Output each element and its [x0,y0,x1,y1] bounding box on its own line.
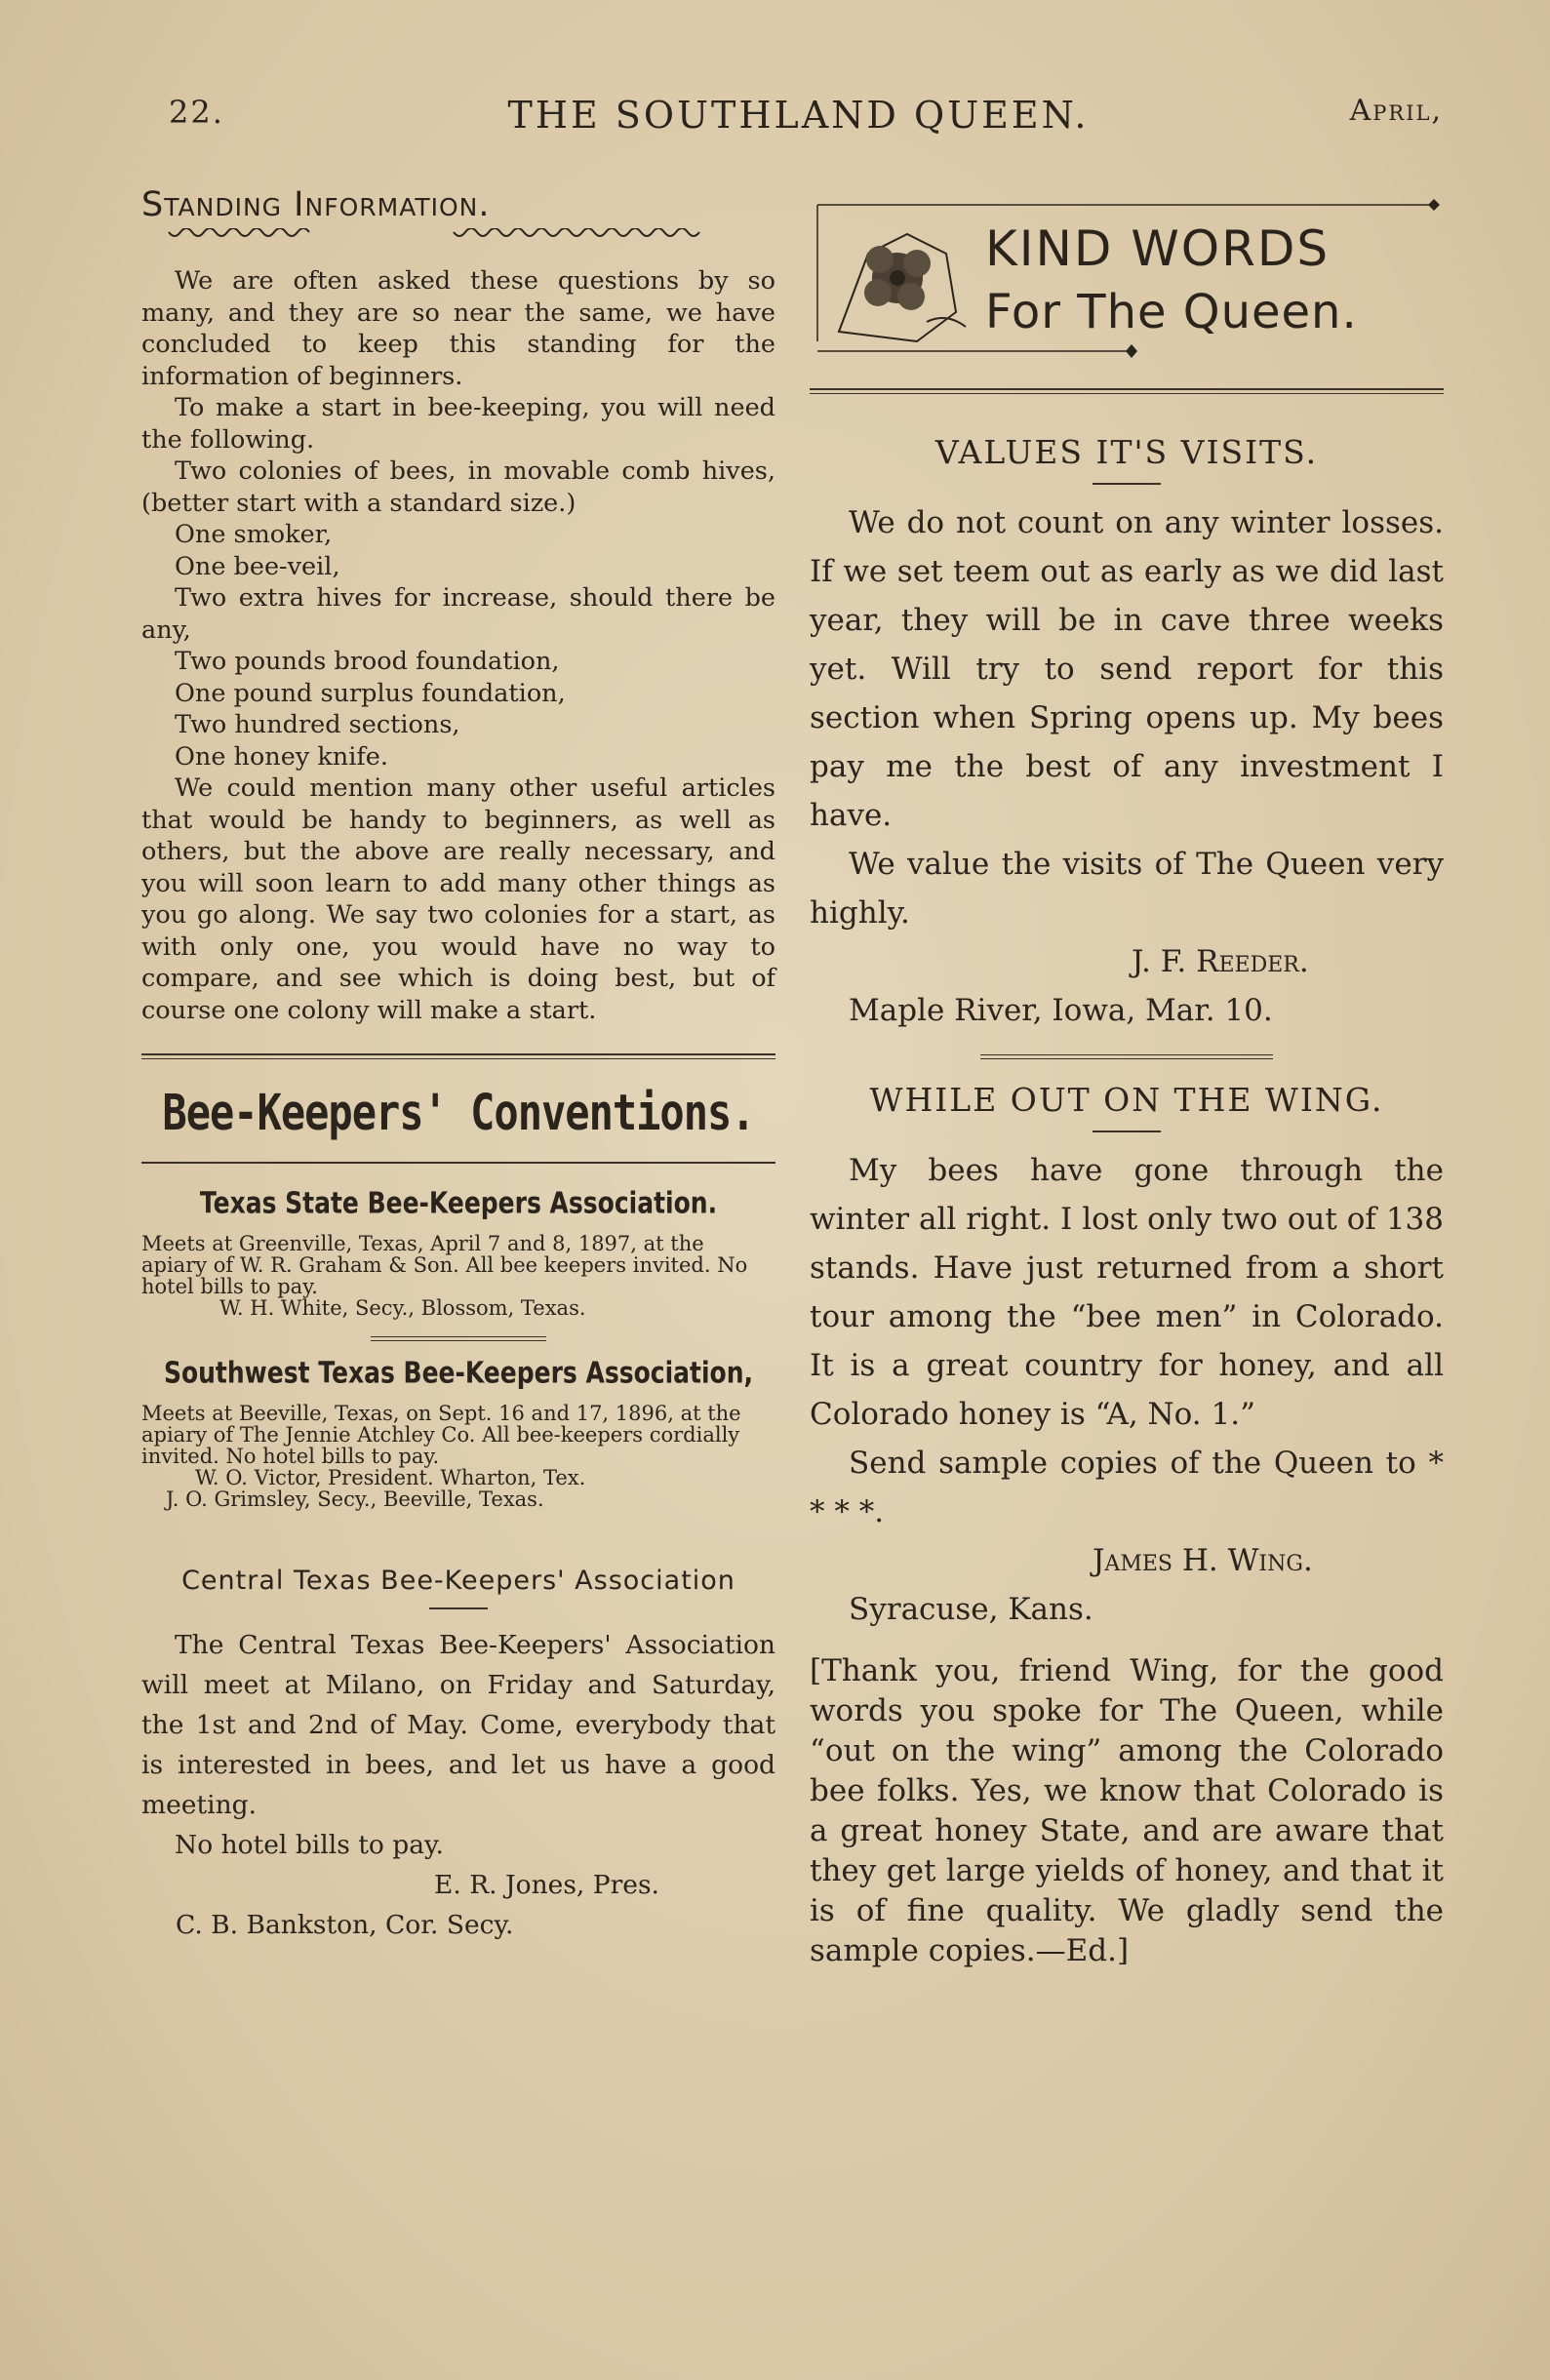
paragraph: Two colonies of bees, in movable comb hives, (better start with a standard size.) [141,456,775,518]
list-item: One honey knife. [175,741,388,772]
flower-ornament-icon [839,234,966,341]
editor-note: [Thank you, friend Wing, for the good words you spoke for The Queen, while “out on the wing” among the Colorado bee folks. Yes, we know that Colorado is a great honey State, and are aware that they get large yields of honey, and that it is of fine quality. We gladly send the sample copies.—Ed.] [810,1653,1444,1968]
letter-place: Maple River, Iowa, Mar. 10. [849,993,1273,1028]
values-title: VALUES IT'S VISITS. [934,433,1319,471]
paragraph: Two extra hives for increase, should there be any, [141,583,775,645]
paragraph: The Central Texas Bee-Keepers' Association will meet at Milano, on Friday and Saturday, the 1st and 2nd of May. Come, everybody that is interested in bees, and let us have a good meeting. [141,1630,775,1820]
texas-state-association [141,1186,775,1320]
wavy-underline-ornament [141,228,727,242]
section-divider [810,388,1444,394]
section-divider [141,1162,775,1164]
list-item: One pound surplus foundation, [175,678,566,708]
standing-information-section [141,185,775,1026]
list-item: One bee-veil, [175,551,340,581]
paragraph: Send sample copies of the Queen to * * * *. [810,1446,1444,1529]
running-header [144,94,1452,139]
list-item: Two hundred sections, [175,710,460,739]
association-title: Southwest Texas Bee-Keepers Association, [163,1356,754,1390]
list-item: One smoker, [175,520,333,549]
wing-letter [810,1146,1444,1971]
association-notice: Meets at Beeville, Texas, on Sept. 16 and 17, 1896, at the apiary of The Jennie Atchley Co. All bee-keepers cordially invited. No hotel bills to pay. [141,1402,741,1468]
secretary-signature: C. B. Bankston, Cor. Secy. [176,1910,514,1940]
list-item: Two pounds brood foundation, [175,647,560,676]
paragraph: We do not count on any winter losses. If we set teem out as early as we did last year, they will be in cave three weeks yet. Will try to send report for this section when Spring opens up. My bees pay me the best of any investment I have. [810,505,1444,833]
issue-month: April, [1349,94,1443,128]
kind-words-subtitle: For The Queen. [985,285,1358,339]
paragraph: To make a start in bee-keeping, you will need the following. [141,393,775,455]
paragraph: No hotel bills to pay. [175,1830,444,1860]
short-divider [371,1336,546,1341]
short-divider [429,1607,488,1609]
journal-title: THE SOUTHLAND QUEEN. [507,94,1090,137]
letter-signature: James H. Wing. [1093,1543,1313,1578]
association-signature: W. O. Victor, President. Wharton, Tex. [195,1466,586,1489]
kind-words-title: KIND WORDS [985,220,1331,277]
short-divider [1093,1130,1161,1132]
paragraph: We value the visits of The Queen very highly. [810,847,1444,931]
page-number: 22. [169,94,224,131]
values-letter [810,498,1444,1035]
kind-words-banner [810,195,1444,371]
short-divider [1093,483,1161,485]
paragraph: We could mention many other useful articles that would be handy to beginners, as well as others, but the above are really necessary, and you will soon learn to add many other things as you go along. We say two colonies for a start, as with only one, you would have no way to compare, and see which is doing best, but of course one colony will make a start. [141,774,775,1025]
paragraph: My bees have gone through the winter all right. I lost only two out of 138 stands. Have just returned from a short tour among the “bee men” in Colorado. It is a great country for honey, and all Colorado honey is “A, No. 1.” [810,1153,1444,1432]
association-title: Central Texas Bee-Keepers' Association [181,1566,735,1596]
wing-title: WHILE OUT ON THE WING. [869,1081,1384,1119]
association-title: Texas State Bee-Keepers Association. [199,1186,718,1220]
left-column [141,176,775,1945]
central-texas-association [141,1565,775,1945]
right-column [810,195,1444,1971]
association-signature: J. O. Grimsley, Secy., Beeville, Texas. [166,1488,544,1511]
letter-signature: J. F. Reeder. [1132,944,1309,979]
association-notice: Meets at Greenville, Texas, April 7 and 8, 1897, at the apiary of W. R. Graham & Son. All bee keepers invited. No hotel bills to pay. [141,1232,748,1298]
association-signature: W. H. White, Secy., Blossom, Texas. [219,1296,586,1320]
section-divider [141,1053,775,1059]
president-signature: E. R. Jones, Pres. [434,1870,659,1900]
letter-place: Syracuse, Kans. [849,1592,1093,1627]
paragraph: We are often asked these questions by so many, and they are so near the same, we have concluded to keep this standing for the information of beginners. [141,266,775,391]
conventions-title: Bee-Keepers' Conventions. [162,1084,755,1141]
standing-information-title: Standing Information. [141,185,491,224]
short-divider [980,1054,1273,1059]
southwest-texas-association [141,1356,775,1511]
